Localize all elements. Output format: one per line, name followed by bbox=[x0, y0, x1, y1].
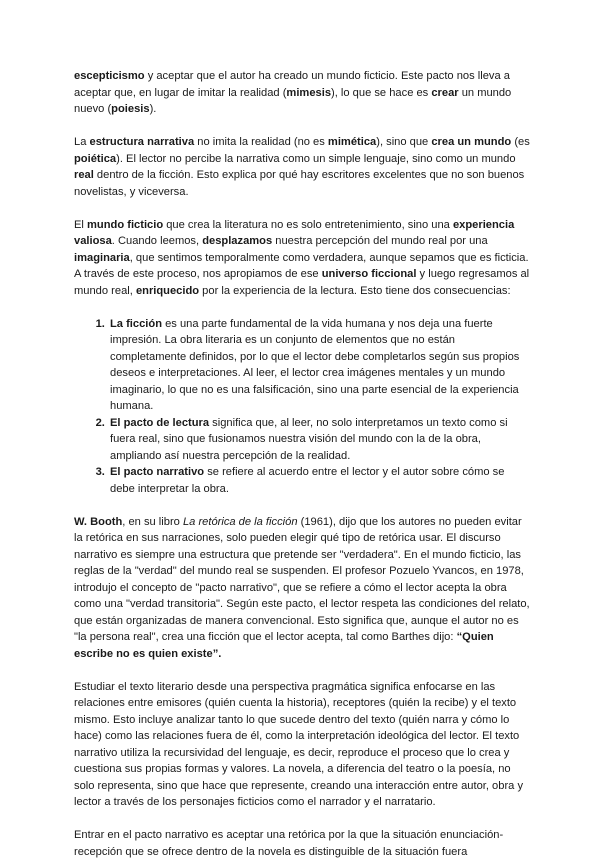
bold-text: mundo ficticio bbox=[87, 219, 163, 231]
text-run: Entrar en el pacto narrativo es aceptar una retórica por la que la situación enunciación-recepción que se ofrece dentro de la novela es distinguible de la situación fuera bbox=[74, 829, 503, 858]
text-run: es una parte fundamental de la vida humana y nos deja una fuerte impresión. La obra literaria es un conjunto de elementos que no están completamente definidos, por lo que el lector debe completarlos según sus propios deseos e interpretaciones. Al leer, el lector crea imágenes mentales y un mundo imaginario, lo que no es una falsificación, sino una parte esencial de la experiencia humana. bbox=[110, 318, 519, 413]
list-item bbox=[108, 415, 532, 465]
bold-text: poiética bbox=[74, 153, 116, 165]
text-run: que crea la literatura no es solo entretenimiento, sino una bbox=[163, 219, 453, 231]
text-run: El bbox=[74, 219, 87, 231]
text-run: , en su libro bbox=[122, 516, 183, 528]
text-run: por la experiencia de la lectura. Esto tiene dos consecuencias: bbox=[199, 285, 511, 297]
paragraph bbox=[74, 217, 532, 300]
bold-text: enriquecido bbox=[136, 285, 199, 297]
paragraphs-before bbox=[74, 68, 532, 299]
text-run: significa que, al leer, no solo interpretamos un texto como si fuera real, sino que fusionamos nuestra visión del mundo con la de la obra, ampliando así nuestra percepción de la realidad. bbox=[110, 417, 508, 462]
list-item bbox=[108, 316, 532, 415]
paragraphs-after bbox=[74, 514, 532, 860]
paragraph bbox=[74, 827, 532, 860]
italic-text: La retórica de la ficción bbox=[183, 516, 298, 528]
text-run: ), sino que bbox=[376, 136, 431, 148]
bold-text: El pacto narrativo bbox=[110, 466, 204, 478]
paragraph bbox=[74, 68, 532, 118]
bold-text: real bbox=[74, 169, 94, 181]
bold-text: mimesis bbox=[286, 87, 331, 99]
text-run: , que sentimos temporalmente como verdadera, aunque sepamos que es ficticia. A través de este proceso, nos apropiamos de ese bbox=[74, 252, 529, 281]
bold-text: crear bbox=[431, 87, 458, 99]
bold-text: La ficción bbox=[110, 318, 162, 330]
bold-text: W. Booth bbox=[74, 516, 122, 528]
text-run: nuestra percepción del mundo real por una bbox=[272, 235, 488, 247]
paragraph bbox=[74, 679, 532, 811]
bold-text: mimética bbox=[328, 136, 376, 148]
bold-text: universo ficcional bbox=[322, 268, 417, 280]
text-run: ). bbox=[150, 103, 157, 115]
text-run: y aceptar que el autor ha creado un mundo ficticio. Este pacto nos lleva a aceptar que, en lugar de imitar la realidad ( bbox=[74, 70, 510, 99]
text-run: La bbox=[74, 136, 90, 148]
consequences-list bbox=[74, 316, 532, 498]
bold-text: poiesis bbox=[111, 103, 149, 115]
text-run: (es bbox=[511, 136, 530, 148]
text-run: ). El lector no percibe la narrativa como un simple lenguaje, sino como un mundo bbox=[116, 153, 515, 165]
text-run: ), lo que se hace es bbox=[331, 87, 431, 99]
bold-text: crea un mundo bbox=[431, 136, 511, 148]
bold-text: experiencia valiosa bbox=[74, 219, 514, 248]
text-run: no imita la realidad (no es bbox=[194, 136, 328, 148]
text-run: se refiere al acuerdo entre el lector y el autor sobre cómo se debe interpretar la obra. bbox=[110, 466, 504, 495]
bold-text: El pacto de lectura bbox=[110, 417, 209, 429]
text-run: Estudiar el texto literario desde una perspectiva pragmática significa enfocarse en las relaciones entre emisores (quién cuenta la historia), receptores (quién la recibe) y el texto mismo. Esto incluye analizar tanto lo que sucede dentro del texto (quién narra y cómo lo hace) como las relaciones fuera de él, como la interpretación ideológica del lector. El texto narrativo utiliza la recursividad del lenguaje, es decir, reproduce el proceso que lo crea y cuestiona sus propias formas y valores. La novela, a diferencia del teatro o la poesía, no solo representa, sino que hace que represente, creando una interacción entre autor, obra y lector a través de los personajes ficticios como el narrador y el narratario. bbox=[74, 681, 523, 809]
text-run: un mundo nuevo ( bbox=[74, 87, 511, 116]
text-run: (1961), dijo que los autores no pueden evitar la retórica en sus narraciones, solo pueden elegir qué tipo de retórica usar. El discurso narrativo es siempre una estructura que pretende ser "verdadera". En el mundo ficticio, las reglas de la "verdad" del mundo real se suspenden. El profesor Pozuelo Yvancos, en 1978, introdujo el concepto de "pacto narrativo", que se refiere a cómo el lector acepta la obra como una "verdad transitoria". Según este pacto, el lector respeta las condiciones del relato, que están organizadas de manera convencional. Esto significa que, aunque el autor no es "la persona real", crea una ficción que el lector acepta, tal como Barthes dijo: bbox=[74, 516, 530, 644]
bold-text: escepticismo bbox=[74, 70, 145, 82]
bold-text: “Quien escribe no es quien existe”. bbox=[74, 631, 494, 660]
text-run: dentro de la ficción. Esto explica por qué hay escritores excelentes que no son buenos novelistas, y viceversa. bbox=[74, 169, 524, 198]
text-run: y luego regresamos al mundo real, bbox=[74, 268, 529, 297]
paragraph bbox=[74, 134, 532, 200]
bold-text: imaginaria bbox=[74, 252, 130, 264]
list-item bbox=[108, 464, 532, 497]
paragraph bbox=[74, 514, 532, 663]
text-run: . Cuando leemos, bbox=[112, 235, 202, 247]
bold-text: estructura narrativa bbox=[90, 136, 195, 148]
bold-text: desplazamos bbox=[202, 235, 272, 247]
